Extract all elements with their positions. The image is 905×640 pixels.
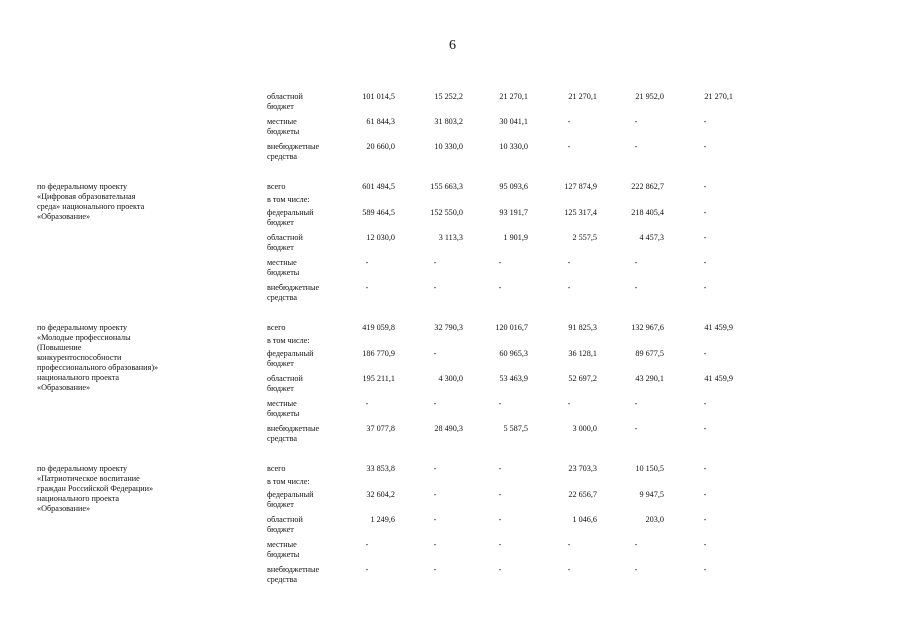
value-cell: 4 300,0: [438, 374, 463, 383]
value-cell: -: [634, 399, 638, 408]
value-cell: -: [433, 399, 437, 408]
row-label: внебюджетные средства: [267, 142, 320, 161]
value-cell: -: [703, 464, 707, 473]
row-label: внебюджетные средства: [267, 565, 320, 584]
row-label: местные бюджеты: [267, 117, 300, 136]
value-cell: -: [498, 258, 502, 267]
value-cell: -: [703, 424, 707, 433]
row-label: местные бюджеты: [267, 399, 300, 418]
table-row: [0, 349, 905, 369]
value-cell: 32 790,3: [434, 323, 463, 332]
value-cell: 186 770,9: [362, 349, 395, 358]
value-cell: 95 093,6: [499, 182, 528, 191]
value-cell: -: [567, 283, 571, 292]
table-row: [0, 374, 905, 394]
value-cell: -: [703, 233, 707, 242]
value-cell: -: [634, 283, 638, 292]
table-row: [0, 515, 905, 535]
value-cell: -: [498, 464, 502, 473]
value-cell: -: [567, 117, 571, 126]
row-label: внебюджетные средства: [267, 283, 320, 302]
value-cell: 33 853,8: [366, 464, 395, 473]
value-cell: -: [498, 540, 502, 549]
value-cell: 21 270,1: [568, 92, 597, 101]
row-label: федеральный бюджет: [267, 208, 314, 227]
value-cell: -: [703, 208, 707, 217]
value-cell: -: [703, 540, 707, 549]
value-cell: 589 464,5: [362, 208, 395, 217]
row-label: федеральный бюджет: [267, 349, 314, 368]
value-cell: -: [365, 540, 369, 549]
row-label: в том числе:: [267, 195, 310, 204]
value-cell: 37 077,8: [366, 424, 395, 433]
value-cell: 203,0: [645, 515, 664, 524]
table-row: [0, 283, 905, 303]
value-cell: -: [365, 399, 369, 408]
table-row: [0, 424, 905, 444]
value-cell: 21 952,0: [635, 92, 664, 101]
value-cell: 1 046,6: [572, 515, 597, 524]
value-cell: 41 459,9: [704, 374, 733, 383]
value-cell: 1 249,6: [370, 515, 395, 524]
value-cell: -: [634, 117, 638, 126]
row-label: всего: [267, 464, 286, 473]
table-row: [0, 233, 905, 253]
row-label: всего: [267, 323, 286, 332]
value-cell: 10 330,0: [499, 142, 528, 151]
row-label: местные бюджеты: [267, 258, 300, 277]
value-cell: -: [498, 399, 502, 408]
value-cell: 10 150,5: [635, 464, 664, 473]
value-cell: -: [703, 283, 707, 292]
table-row: [0, 117, 905, 137]
value-cell: -: [703, 490, 707, 499]
value-cell: 23 703,3: [568, 464, 597, 473]
value-cell: -: [433, 515, 437, 524]
value-cell: 61 844,3: [366, 117, 395, 126]
value-cell: 3 000,0: [572, 424, 597, 433]
value-cell: -: [703, 349, 707, 358]
project-title: по федеральному проекту «Цифровая образовательная среда» национального проекта «Образование»: [37, 182, 145, 221]
value-cell: -: [634, 142, 638, 151]
value-cell: -: [567, 258, 571, 267]
value-cell: -: [433, 283, 437, 292]
value-cell: -: [703, 399, 707, 408]
value-cell: -: [365, 258, 369, 267]
value-cell: 43 290,1: [635, 374, 664, 383]
value-cell: 127 874,9: [564, 182, 597, 191]
value-cell: -: [567, 540, 571, 549]
value-cell: -: [634, 565, 638, 574]
table-row: [0, 540, 905, 560]
value-cell: -: [498, 490, 502, 499]
value-cell: 195 211,1: [362, 374, 395, 383]
row-label: в том числе:: [267, 477, 310, 486]
value-cell: 21 270,1: [704, 92, 733, 101]
value-cell: 1 901,9: [503, 233, 528, 242]
value-cell: -: [634, 258, 638, 267]
table-row: [0, 142, 905, 162]
value-cell: -: [433, 540, 437, 549]
project-title: по федеральному проекту «Молодые профессионалы (Повышение конкурентоспособности профессионального образования)» национального проекта «Образование»: [37, 323, 159, 392]
value-cell: 3 113,3: [438, 233, 463, 242]
value-cell: 20 660,0: [366, 142, 395, 151]
value-cell: 2 557,5: [572, 233, 597, 242]
value-cell: -: [567, 142, 571, 151]
value-cell: 32 604,2: [366, 490, 395, 499]
value-cell: -: [365, 283, 369, 292]
table-row: [0, 258, 905, 278]
value-cell: 30 041,1: [499, 117, 528, 126]
value-cell: 36 128,1: [568, 349, 597, 358]
page-number: 6: [449, 38, 456, 53]
value-cell: -: [433, 565, 437, 574]
value-cell: -: [634, 424, 638, 433]
row-label: в том числе:: [267, 336, 310, 345]
value-cell: 419 059,8: [362, 323, 395, 332]
row-label: местные бюджеты: [267, 540, 300, 559]
row-label: всего: [267, 182, 286, 191]
value-cell: 125 317,4: [564, 208, 597, 217]
row-label: областной бюджет: [267, 233, 303, 252]
value-cell: -: [703, 515, 707, 524]
value-cell: 15 252,2: [434, 92, 463, 101]
table-row: [0, 490, 905, 510]
value-cell: 5 587,5: [503, 424, 528, 433]
value-cell: 152 550,0: [430, 208, 463, 217]
value-cell: -: [498, 515, 502, 524]
value-cell: 28 490,3: [434, 424, 463, 433]
value-cell: 218 405,4: [631, 208, 664, 217]
project-title: по федеральному проекту «Патриотическое воспитание граждан Российской Федерации» национального проекта «Образование»: [37, 464, 154, 513]
row-label: областной бюджет: [267, 92, 303, 111]
value-cell: 10 330,0: [434, 142, 463, 151]
value-cell: -: [703, 117, 707, 126]
row-label: областной бюджет: [267, 515, 303, 534]
value-cell: 31 803,2: [434, 117, 463, 126]
value-cell: 4 457,3: [639, 233, 664, 242]
value-cell: 41 459,9: [704, 323, 733, 332]
value-cell: -: [703, 258, 707, 267]
table-row: [0, 92, 905, 112]
value-cell: 91 825,3: [568, 323, 597, 332]
value-cell: -: [703, 142, 707, 151]
value-cell: 222 862,7: [631, 182, 664, 191]
value-cell: 22 656,7: [568, 490, 597, 499]
value-cell: -: [433, 258, 437, 267]
value-cell: 155 663,3: [430, 182, 463, 191]
value-cell: 52 697,2: [568, 374, 597, 383]
row-label: федеральный бюджет: [267, 490, 314, 509]
value-cell: -: [703, 182, 707, 191]
value-cell: 53 463,9: [499, 374, 528, 383]
value-cell: -: [498, 283, 502, 292]
value-cell: 120 016,7: [495, 323, 528, 332]
value-cell: 132 967,6: [631, 323, 664, 332]
value-cell: -: [634, 540, 638, 549]
row-label: внебюджетные средства: [267, 424, 320, 443]
value-cell: -: [567, 399, 571, 408]
value-cell: 93 191,7: [499, 208, 528, 217]
value-cell: -: [433, 464, 437, 473]
value-cell: -: [498, 565, 502, 574]
value-cell: 12 030,0: [366, 233, 395, 242]
value-cell: -: [365, 565, 369, 574]
value-cell: 601 494,5: [362, 182, 395, 191]
row-label: областной бюджет: [267, 374, 303, 393]
table-row: [0, 565, 905, 585]
value-cell: 60 965,3: [499, 349, 528, 358]
value-cell: 21 270,1: [499, 92, 528, 101]
value-cell: 89 677,5: [635, 349, 664, 358]
value-cell: -: [433, 349, 437, 358]
value-cell: -: [433, 490, 437, 499]
table-row: [0, 399, 905, 419]
value-cell: 9 947,5: [639, 490, 664, 499]
value-cell: 101 014,5: [362, 92, 395, 101]
value-cell: -: [567, 565, 571, 574]
value-cell: -: [703, 565, 707, 574]
table-row: [0, 208, 905, 228]
